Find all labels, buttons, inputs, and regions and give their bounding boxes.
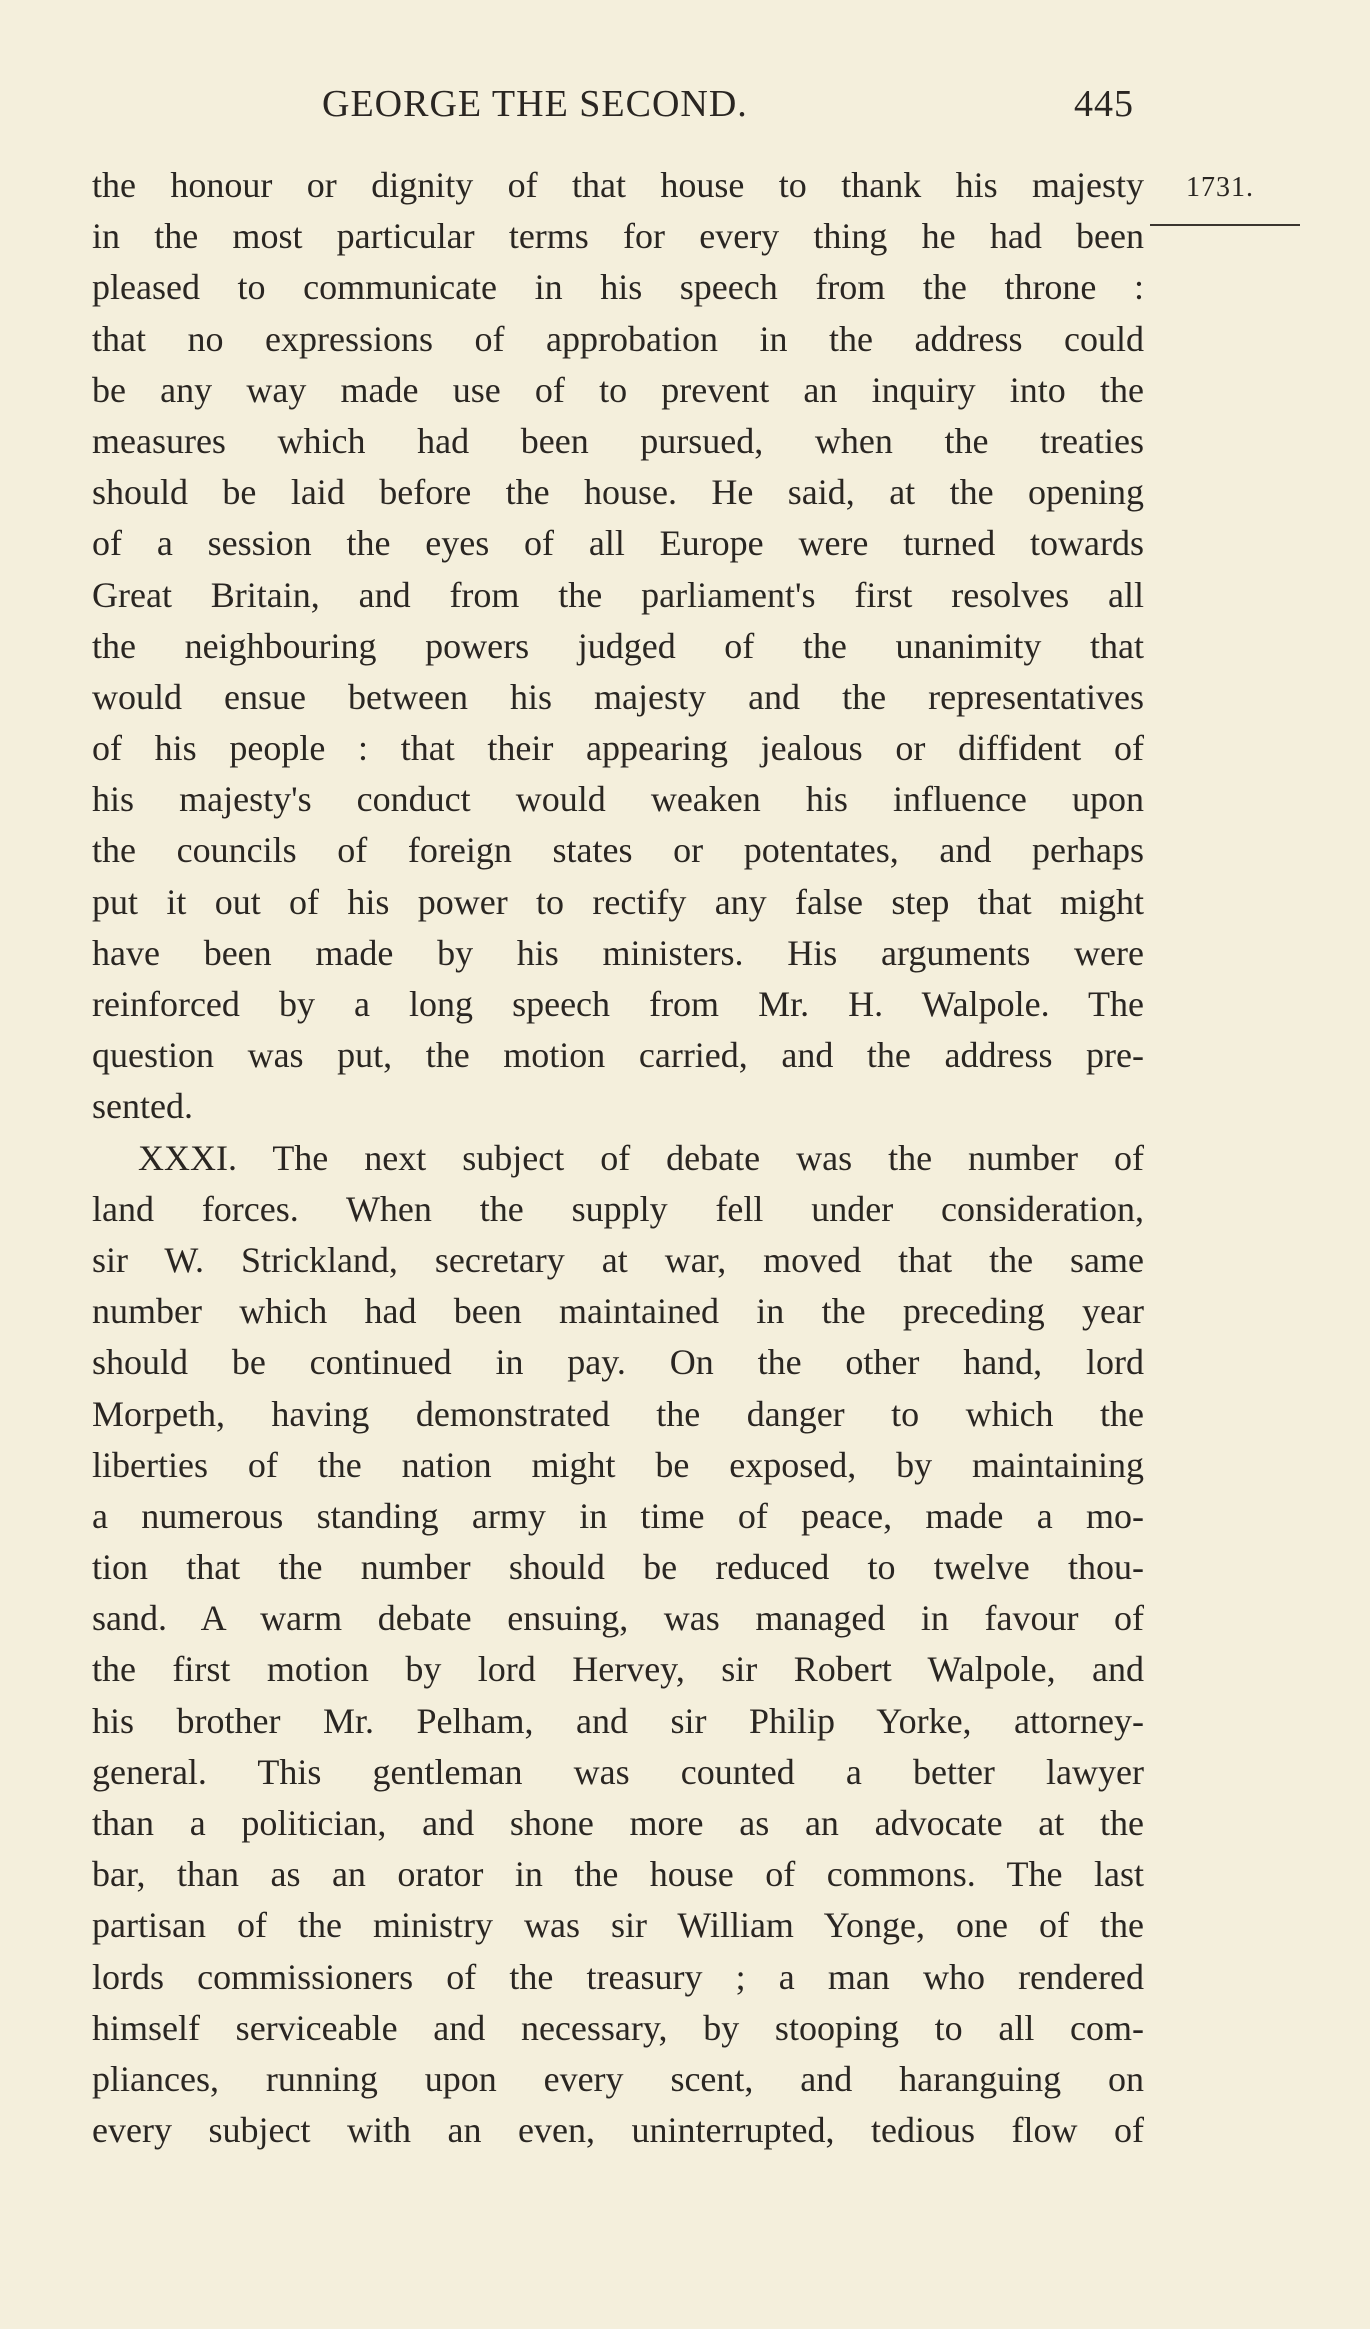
text-line: should be continued in pay. On the other hand, lord [92,1342,1144,1383]
text-line: land forces. When the supply fell under consideration, [92,1188,1144,1229]
text-line: XXXI. The next subject of debate was the number of [138,1137,1144,1178]
text-line: a numerous standing army in time of peace, made a mo- [92,1495,1144,1536]
text-line: Morpeth, having demonstrated the danger to which the [92,1393,1144,1434]
running-head [322,82,1134,142]
text-line: his brother Mr. Pelham, and sir Philip Yorke, attorney- [92,1700,1144,1741]
text-line: should be laid before the house. He said, at the opening [92,472,1144,513]
text-line: than a politician, and shone more as an advocate at the [92,1803,1144,1843]
text-line: have been made by his ministers. His arguments were [92,932,1144,973]
text-line: put it out of his power to rectify any false step that might [92,881,1144,922]
text-line: be any way made use of to prevent an inquiry into the [92,369,1144,410]
running-title: GEORGE THE SECOND. [322,83,748,125]
text-line: the first motion by lord Hervey, sir Robert Walpole, and [92,1649,1144,1690]
text-line: sir W. Strickland, secretary at war, moved that the same [92,1239,1144,1280]
text-line: sented. [92,1086,193,1127]
text-line: tion that the number should be reduced to twelve thou- [92,1547,1144,1588]
margin-year-note: 1731. [1186,172,1254,203]
paragraph [92,1133,1144,2157]
text-line: himself serviceable and necessary, by stooping to all com- [92,2007,1144,2048]
text-line: bar, than as an orator in the house of commons. The last [92,1854,1144,1895]
paragraph [92,160,1144,1133]
text-line: of his people : that their appearing jealous or diffident of [92,728,1144,769]
text-line: question was put, the motion carried, and the address pre- [92,1035,1144,1076]
text-line: of a session the eyes of all Europe were turned towards [92,523,1144,564]
text-line: liberties of the nation might be exposed, by maintaining [92,1444,1144,1485]
body-text [92,160,1144,2156]
text-line: partisan of the ministry was sir William Yonge, one of the [92,1905,1144,1946]
text-line: the councils of foreign states or potentates, and perhaps [92,830,1144,871]
text-line: the honour or dignity of that house to thank his majesty [92,165,1144,205]
text-line: general. This gentleman was counted a better lawyer [92,1751,1144,1792]
text-line: measures which had been pursued, when the treaties [92,420,1144,461]
margin-rule-divider [1150,224,1300,226]
text-line: lords commissioners of the treasury ; a man who rendered [92,1956,1144,1997]
text-line: number which had been maintained in the preceding year [92,1291,1144,1332]
text-line: sand. A warm debate ensuing, was managed in favour of [92,1598,1144,1639]
text-line: the neighbouring powers judged of the unanimity that [92,625,1144,666]
text-line: his majesty's conduct would weaken his influence upon [92,779,1144,820]
page-number: 445 [1074,83,1134,125]
text-line: pliances, running upon every scent, and haranguing on [92,2058,1144,2099]
text-line: in the most particular terms for every thing he had been [92,216,1144,257]
text-line: pleased to communicate in his speech from the throne : [92,267,1144,308]
text-line: that no expressions of approbation in the address could [92,318,1144,359]
text-line: would ensue between his majesty and the representatives [92,676,1144,717]
text-line: every subject with an even, uninterrupted, tedious flow of [92,2110,1144,2151]
text-line: reinforced by a long speech from Mr. H. Walpole. The [92,984,1144,1024]
text-line: Great Britain, and from the parliament's first resolves all [92,574,1144,615]
